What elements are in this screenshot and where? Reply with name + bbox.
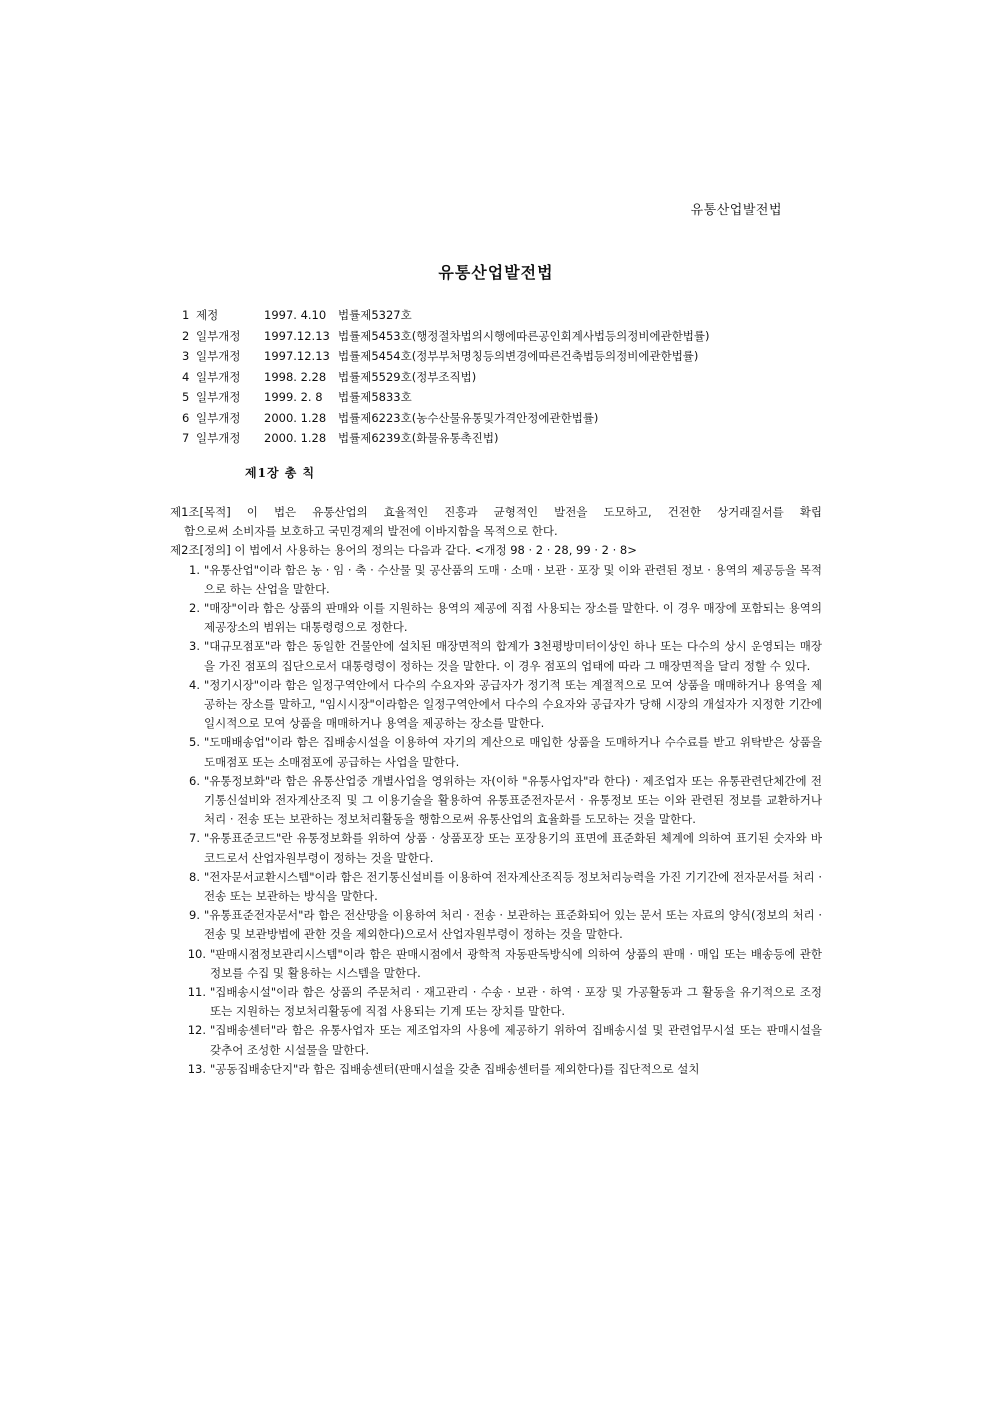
- definition-text: "유통산업"이라 함은 농 · 임 · 축 · 수산물 및 공산품의 도매 · 소매 · 보관 · 포장 및 이와 관련된 정보 · 용역의 제공등을 목적으로 하는 산업을 말한다.: [204, 562, 822, 596]
- definition-item: [170, 599, 822, 637]
- article-1-line-1: 제1조[목적] 이 법은 유통산업의 효율적인 진흥과 균형적인 발전을 도모하고, 건전한 상거래질서를 확립: [170, 505, 822, 519]
- history-law: 법률제5453호(행정절차법의시행에따른공인회계사법등의정비에관한법률): [338, 328, 710, 343]
- history-type: 일부개정: [196, 328, 241, 343]
- definition-item: [170, 906, 822, 944]
- history-row: [182, 428, 710, 449]
- definition-text: "유통표준코드"란 유통정보화를 위하여 상품 · 상품포장 또는 포장용기의 표면에 표준화된 체계에 의하여 표기된 숫자와 바코드로서 산업자원부령이 정하는 것을 말한다.: [204, 831, 822, 865]
- definition-number: 11.: [187, 985, 206, 1000]
- definition-item: [170, 561, 822, 599]
- history-law: 법률제6223호(농수산물유통및가격안정에관한법률): [338, 410, 599, 425]
- definition-number: 7.: [189, 831, 200, 846]
- definition-number: 4.: [189, 677, 200, 692]
- definition-item: [170, 1021, 822, 1059]
- law-body: [170, 503, 822, 1079]
- definition-item: [170, 945, 822, 983]
- definition-item: [170, 637, 822, 675]
- definition-number: 2.: [189, 601, 200, 616]
- definition-text: "도매배송업"이라 함은 집배송시설을 이용하여 자기의 계산으로 매입한 상품을 도매하거나 수수료를 받고 위탁받은 상품을 도매점포 또는 소매점포에 공급하는 사업을 말한다.: [204, 735, 822, 769]
- article-2-intro: 제2조[정의] 이 법에서 사용하는 용어의 정의는 다음과 같다. <개정 98 · 2 · 28, 99 · 2 · 8>: [170, 543, 637, 558]
- article-2: [170, 541, 822, 1079]
- definition-number: 12.: [187, 1023, 206, 1038]
- history-row: [182, 367, 710, 388]
- history-law: 법률제5327호: [338, 308, 412, 322]
- history-date: 1997.12.13: [264, 328, 330, 343]
- definition-item: [170, 1060, 822, 1079]
- history-law: 법률제6239호(화물유통촉진법): [338, 431, 499, 445]
- history-date: 1997. 4.10: [264, 308, 327, 322]
- history-type: 제정: [196, 308, 219, 322]
- history-row: [182, 387, 710, 408]
- definition-text: "집배송센터"라 함은 유통사업자 또는 제조업자의 사용에 제공하기 위하여 집배송시설 및 관련업무시설 또는 판매시설을 갖추어 조성한 시설물을 말한다.: [210, 1023, 822, 1057]
- history-date: 1998. 2.28: [264, 369, 327, 384]
- definition-number: 1.: [189, 562, 200, 577]
- definition-text: "유통정보화"라 함은 유통산업중 개별사업을 영위하는 자(이하 "유통사업자"라 한다) · 제조업자 또는 유통관련단체간에 전기통신설비와 전자계산조직 및 그 이용기술을 활용하여 유통표준전자문서 · 유통정보 또는 이와 관련된 정보를 교환하거나 처리 · 전송 또는 보관하는 정보처리활동을 행함으로써 유통산업의 효율화를 도모하는 것을 말한다.: [204, 773, 822, 827]
- definition-text: "판매시점정보관리시스템"이라 함은 판매시점에서 광학적 자동판독방식에 의하여 상품의 판매 · 매입 또는 배송등에 관한 정보를 수집 및 활용하는 시스템을 말한다.: [210, 946, 822, 980]
- definition-text: "정기시장"이라 함은 일정구역안에서 다수의 수요자와 공급자가 정기적 또는 계절적으로 모여 상품을 매매하거나 용역을 제공하는 장소를 말하고, "임시시장"이라함은 일정구역안에서 다수의 수요자와 공급자가 당해 시장의 개설자가 지정한 기간에 일시적으로 모여 상품을 매매하거나 용역을 제공하는 장소를 말한다.: [204, 677, 822, 731]
- chapter-heading: 제1장 총 칙: [245, 466, 316, 480]
- history-type: 일부개정: [196, 431, 241, 445]
- definition-text: "공동집배송단지"라 함은 집배송센터(판매시설을 갖춘 집배송센터를 제외한다)를 집단적으로 설치: [210, 1061, 700, 1076]
- history-type: 일부개정: [196, 349, 241, 363]
- article-1-line-2: 함으로써 소비자를 보호하고 국민경제의 발전에 이바지함을 목적으로 한다.: [184, 524, 558, 539]
- definition-number: 13.: [187, 1061, 206, 1076]
- history-type: 일부개정: [196, 369, 241, 384]
- definition-number: 10.: [187, 946, 206, 961]
- definition-number: 3.: [189, 639, 200, 654]
- history-date: 2000. 1.28: [264, 410, 327, 425]
- definition-item: [170, 772, 822, 830]
- running-header: 유통산업발전법: [690, 203, 782, 218]
- definition-item: [170, 829, 822, 867]
- history-law: 법률제5833호: [338, 390, 412, 404]
- history-number: 2: [182, 328, 190, 343]
- definition-item: [170, 983, 822, 1021]
- history-row: [182, 408, 710, 429]
- definition-number: 5.: [189, 735, 200, 750]
- history-date: 1997.12.13: [264, 349, 330, 363]
- history-row: [182, 346, 710, 367]
- history-number: 6: [182, 410, 190, 425]
- definition-number: 6.: [189, 773, 200, 788]
- history-type: 일부개정: [196, 390, 241, 404]
- page-title: 유통산업발전법: [438, 263, 554, 282]
- definition-item: [170, 676, 822, 734]
- history-number: 4: [182, 369, 190, 384]
- definition-number: 8.: [189, 869, 200, 884]
- article-1: [170, 503, 822, 541]
- history-number: 1: [182, 308, 190, 322]
- definition-item: [170, 868, 822, 906]
- definition-text: "대규모점포"라 함은 동일한 건물안에 설치된 매장면적의 합계가 3천평방미터이상인 하나 또는 다수의 상시 운영되는 매장을 가진 점포의 집단으로서 대통령령이 정하는 것을 말한다. 이 경우 점포의 업태에 따라 그 매장면적을 달리 정할 수 있다.: [204, 639, 822, 673]
- history-type: 일부개정: [196, 410, 241, 425]
- history-row: [182, 326, 710, 347]
- history-date: 2000. 1.28: [264, 431, 327, 445]
- history-number: 7: [182, 431, 190, 445]
- definition-text: "유통표준전자문서"라 함은 전산망을 이용하여 처리 · 전송 · 보관하는 표준화되어 있는 문서 또는 자료의 양식(정보의 처리 · 전송 및 보관방법에 관한 것을 제외한다)으로서 산업자원부령이 정하는 것을 말한다.: [204, 908, 822, 942]
- definition-text: "매장"이라 함은 상품의 판매와 이를 지원하는 용역의 제공에 직접 사용되는 장소를 말한다. 이 경우 매장에 포함되는 용역의 제공장소의 범위는 대통령령으로 정한다.: [204, 601, 822, 635]
- definition-text: "집배송시설"이라 함은 상품의 주문처리 · 재고관리 · 수송 · 보관 · 하역 · 포장 및 가공활동과 그 활동을 유기적으로 조정 또는 지원하는 정보처리활동에 직접 사용되는 기계 또는 장치를 말한다.: [210, 985, 822, 1019]
- definition-list: [170, 561, 822, 1079]
- definition-text: "전자문서교환시스템"이라 함은 전기통신설비를 이용하여 전자계산조직등 정보처리능력을 가진 기기간에 전자문서를 처리 · 전송 또는 보관하는 방식을 말한다.: [204, 869, 822, 904]
- history-number: 3: [182, 349, 190, 363]
- history-law: 법률제5529호(정부조직법): [338, 369, 477, 384]
- history-law: 법률제5454호(정부부처명칭등의변경에따른건축법등의정비에관한법률): [338, 349, 699, 363]
- history-number: 5: [182, 390, 190, 404]
- amendment-history: [182, 305, 710, 449]
- history-row: [182, 305, 710, 326]
- definition-number: 9.: [189, 908, 200, 923]
- definition-item: [170, 733, 822, 771]
- history-date: 1999. 2. 8: [264, 390, 323, 404]
